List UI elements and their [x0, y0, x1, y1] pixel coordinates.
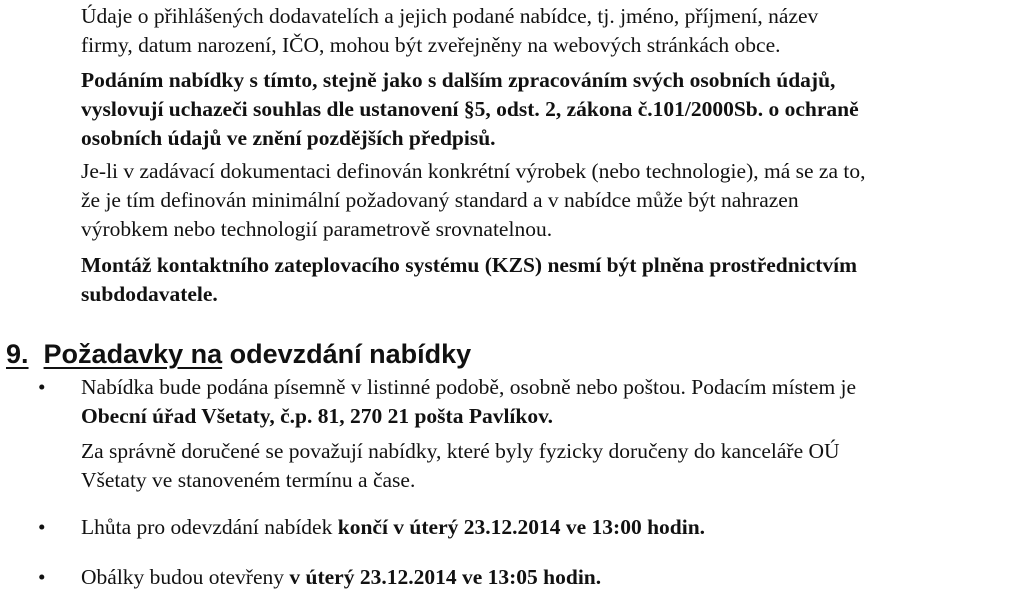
list-item-text: Nabídka bude podána písemně v listinné podobě, osobně nebo poštou. Podacím místem je	[81, 375, 857, 399]
section-title-underlined: Požadavky na	[43, 339, 223, 369]
list-item-text: Lhůta pro odevzdání nabídek	[81, 515, 338, 539]
office-address: Obecní úřad Všetaty, č.p. 81, 270 21 pošta Pavlíkov.	[81, 404, 554, 428]
list-item-deadline	[81, 513, 1016, 542]
list-item-opening	[81, 563, 1016, 592]
paragraph-personal-data-publication: Údaje o přihlášených dodavatelích a jejich podané nabídce, tj. jméno, příjmení, název firmy, datum narození, IČO, mohou být zveřejněny na webových stránkách obce.	[81, 4, 819, 57]
paragraph-consent: Podáním nabídky s tímto, stejně jako s dalším zpracováním svých osobních údajů, vyslovují uchazeči souhlas dle ustanovení §5, odst. 2, zákona č.101/2000Sb. o ochraně osobních údajů ve znění pozdějších předpisů.	[81, 68, 859, 150]
deadline-date: končí v úterý 23.12.2014 ve 13:00 hodin.	[337, 515, 706, 539]
list-item-delivery-note: Za správně doručené se považují nabídky, které byly fyzicky doručeny do kanceláře OÚ Všetaty ve stanoveném termínu a čase.	[81, 439, 840, 492]
section-title-rest: odevzdání nabídky	[222, 339, 472, 369]
paragraph-kzs-subcontractor: Montáž kontaktního zateplovacího systému (KZS) nesmí být plněna prostřednictvím subdodavatele.	[81, 253, 858, 306]
section-heading	[6, 336, 471, 372]
bullet-marker-2: •	[38, 515, 46, 539]
bullet-marker-3: •	[38, 565, 46, 589]
bullet-marker-1: •	[38, 375, 46, 399]
section-number: 9.	[6, 339, 29, 369]
list-item-text: Obálky budou otevřeny	[81, 565, 290, 589]
opening-date: v úterý 23.12.2014 ve 13:05 hodin.	[289, 565, 602, 589]
paragraph-product-standard: Je-li v zadávací dokumentaci definován konkrétní výrobek (nebo technologie), má se za to, že je tím definován minimální požadovaný standard a v nabídce může být nahrazen výrobkem nebo technologií parametrově srovnatelnou.	[81, 159, 866, 241]
list-item-submission-place	[81, 373, 1016, 431]
